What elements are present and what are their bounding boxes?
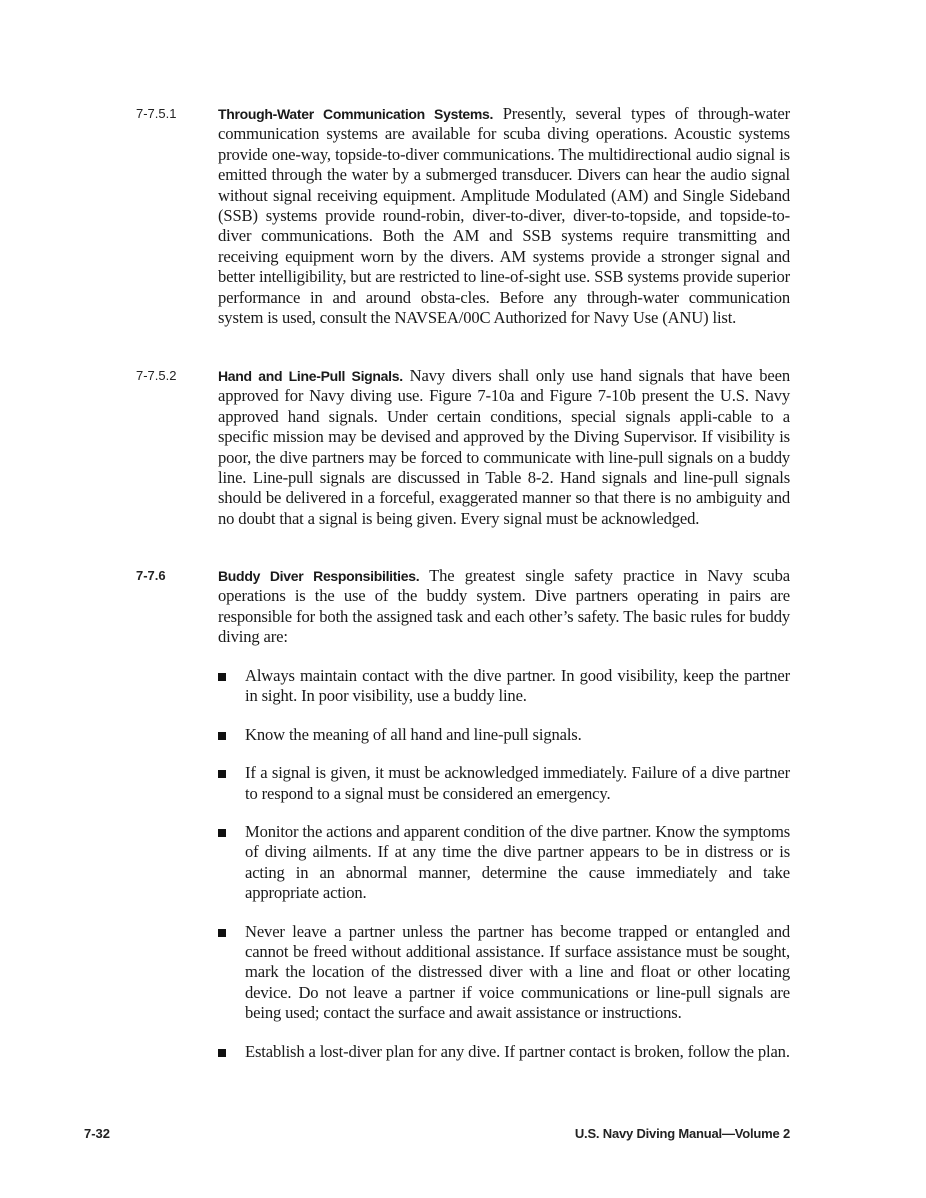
section-body <box>218 366 790 529</box>
section-number: 7-7.5.2 <box>136 368 177 383</box>
section-body <box>218 566 790 648</box>
square-bullet-icon <box>218 770 226 778</box>
section-heading: Buddy Diver Responsibilities. <box>218 568 420 584</box>
section-body <box>218 104 790 328</box>
section-heading: Hand and Line-Pull Signals. <box>218 368 403 384</box>
square-bullet-icon <box>218 829 226 837</box>
section-text: Presently, several types of through-water communication systems are available for scuba diving operations. Acoustic systems provide one-way, topside-to-diver communications. The multidirectional audio signal is emitted through the water by a submerged transducer. Divers can hear the audio signal without signal receiving equipment. Amplitude Modulated (AM) and Single Sideband (SSB) systems provide round-robin, diver-to-diver, diver-to-topside, and topside-to-diver communications. Both the AM and SSB systems require transmitting and receiving equipment worn by the divers. AM systems provide a stronger signal and better intelligibility, but are restricted to line-of-sight use. SSB systems provide superior performance in and around obsta-cles. Before any through-water communication system is used, consult the NAVSEA/00C Authorized for Navy Use (ANU) list. <box>218 104 790 328</box>
section-heading: Through-Water Communication Systems. <box>218 106 494 122</box>
section-text: The greatest single safety practice in Navy scuba operations is the use of the buddy system. Dive partners operating in pairs are responsible for both the assigned task and each other’s safety. The basic rules for buddy diving are: <box>218 566 790 647</box>
list-item: Always maintain contact with the dive partner. In good visibility, keep the partner in sight. In poor visibility, use a buddy line. <box>218 666 790 707</box>
square-bullet-icon <box>218 673 226 681</box>
square-bullet-icon <box>218 1049 226 1057</box>
section-text: Navy divers shall only use hand signals that have been approved for Navy diving use. Figure 7-10a and Figure 7-10b present the U.S. Navy approved hand signals. Under certain conditions, special signals appli-cable to a specific mission may be devised and approved by the Diving Supervisor. If visibility is poor, the dive partners may be forced to communicate with line-pull signals on a buddy line. Line-pull signals are discussed in Table 8-2. Hand signals and line-pull signals should be delivered in a forceful, exaggerated manner so that there is no ambiguity and no doubt that a signal is being given. Every signal must be acknowledged. <box>218 366 790 528</box>
section-number: 7-7.6 <box>136 568 166 583</box>
list-item: Never leave a partner unless the partner has become trapped or entangled and cannot be freed without additional assistance. If surface assistance must be sought, mark the location of the distressed diver with a line and float or other locating device. Do not leave a partner if voice communications or line-pull signals are being used; contact the surface and await assistance or instructions. <box>218 922 790 1024</box>
square-bullet-icon <box>218 732 226 740</box>
list-item: Monitor the actions and apparent condition of the dive partner. Know the symptoms of diving ailments. If at any time the dive partner appears to be in distress or is acting in an abnormal manner, determine the cause immediately and take appropriate action. <box>218 822 790 904</box>
list-item: Know the meaning of all hand and line-pull signals. <box>218 725 790 745</box>
list-item: If a signal is given, it must be acknowledged immediately. Failure of a dive partner to respond to a signal must be considered an emergency. <box>218 763 790 804</box>
section-number: 7-7.5.1 <box>136 106 177 121</box>
buddy-rules-list <box>218 666 790 1062</box>
list-item: Establish a lost-diver plan for any dive. If partner contact is broken, follow the plan. <box>218 1042 790 1062</box>
page-number: 7-32 <box>84 1126 111 1141</box>
footer-title: U.S. Navy Diving Manual—Volume 2 <box>574 1126 790 1141</box>
square-bullet-icon <box>218 929 226 937</box>
